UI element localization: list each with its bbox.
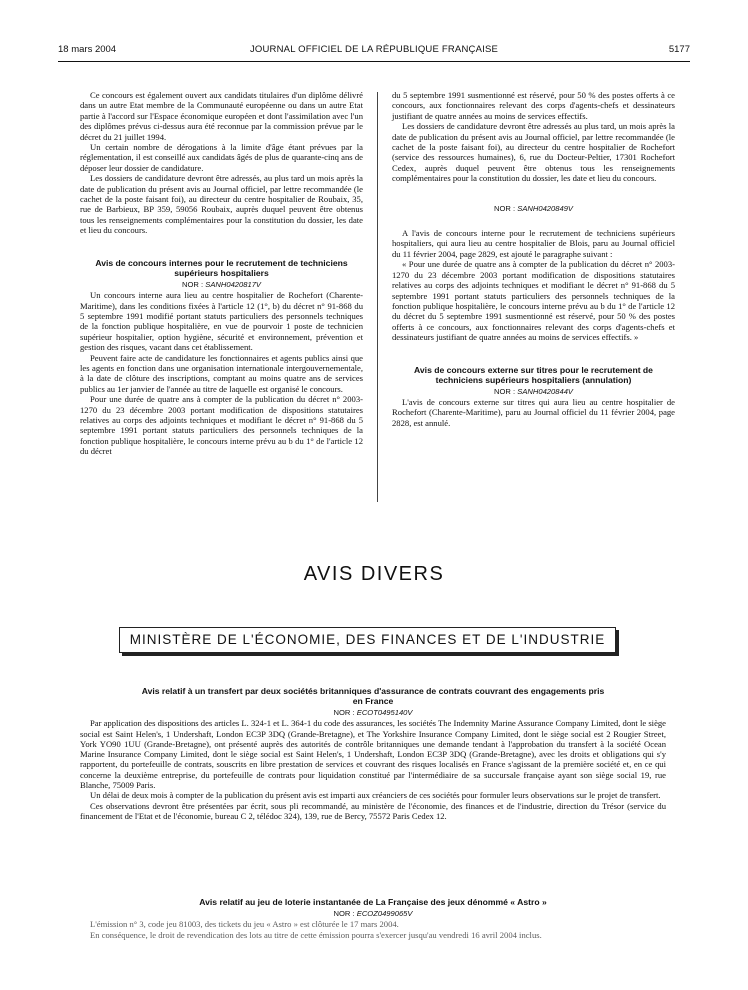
nor-label: NOR : xyxy=(494,203,516,213)
paragraph: Les dossiers de candidature devront être adressés, au plus tard un mois après la date de publication du présent avis au Journal officiel, par lettre recommandée (le cachet de la poste faisant foi), au directeur du centre hospitalier de Roubaix, 35, rue de Barbieux, BP 359, 59056 Roubaix, auprès duquel peuvent être obtenus tous les renseignements complémentaires pour la constitution du dossier, les date et lieu du concours. xyxy=(80,173,363,236)
nor-code: ECOZ0499065V xyxy=(356,909,413,918)
paragraph: L'émission n° 3, code jeu 81003, des tickets du jeu « Astro » est clôturée le 17 mars 2004. xyxy=(90,919,399,930)
article-lottery-notice xyxy=(80,897,666,940)
nor-code: SANH0420817V xyxy=(205,279,261,289)
column-divider xyxy=(377,92,378,502)
nor-reference xyxy=(80,280,363,290)
paragraph: En conséquence, le droit de revendication des lots au titre de cette émission pourra s'exercer jusqu'au vendredi 16 avril 2004 inclus. xyxy=(90,929,542,940)
article-transfer-notice xyxy=(80,686,666,821)
paragraph: Ce concours est également ouvert aux candidats titulaires d'un diplôme délivré dans un autre Etat membre de la Communauté européenne ou dans un autre Etat partie à l'accord sur l'Espace économique européen et dont l'assimilation avec l'un des diplômes prévus ci-dessus aura été reconnue par la commission prévue par le décret du 21 juillet 1994. xyxy=(80,90,363,142)
nor-reference xyxy=(80,708,666,718)
paragraph: Ces observations devront être présentées par écrit, sous pli recommandé, au ministère de l'économie, des finances et de l'industrie, direction du Trésor (service du financement de l'Etat et de l'économie, bureau C 2, télédoc 324), 139, rue de Bercy, 75572 Paris Cedex 12. xyxy=(80,800,666,821)
paragraph: du 5 septembre 1991 susmentionné est réservé, pour 50 % des postes offerts à ce concours, aux fonctionnaires relevant des corps d'agents-chefs et dessinateurs justifiant de quatre années au moins de services effectifs. xyxy=(392,90,675,121)
header-page-number: 5177 xyxy=(668,44,690,55)
nor-label: NOR : xyxy=(333,909,355,918)
paragraph: Un certain nombre de dérogations à la limite d'âge étant prévues par la réglementation, il est conseillé aux candidats âgés de plus de quarante-cinq ans de déposer leur dossier de candidature. xyxy=(80,142,363,173)
nor-label: NOR : xyxy=(494,386,516,396)
nor-label: NOR : xyxy=(182,279,204,289)
paragraph: Par application des dispositions des articles L. 324-1 et L. 364-1 du code des assurances, les sociétés The Indemnity Marine Assurance Company Limited, dont le siège social est Saint Helen's, 1 Undershaft, London EC3P 3DQ (Grande-Bretagne), et The Yorkshire Insurance Company Limited, dont le siège social est 2 Rougier Street, York YO90 1UU (Grande-Bretagne), ont présenté auprès des autorités de contrôle britanniques une demande tendant à l'approbation du transfert à la société Ocean Marine Insurance Company Limited, dont le siège social est Saint Helen's, 1 Undershaft, London EC3P 3DQ (Grande-Bretagne), avec les droits et obligations qui s'y rapportent, du portefeuille de contrats, souscrits en libre prestation de services et couvrant des risques localisés en France s'agissant de la première société et, en ce qui concerne la deuxième entreprise, du portefeuille de contrats pour liquidation constitué par l'intermédiaire de sa succursale française ayant son siège social 19, rue Blanche, 75009 Paris. xyxy=(80,718,666,791)
header-rule xyxy=(58,61,690,62)
header-date: 18 mars 2004 xyxy=(58,44,117,55)
header-journal-title: JOURNAL OFFICIEL DE LA RÉPUBLIQUE FRANÇAISE xyxy=(249,44,499,55)
nor-code: SANH0420849V xyxy=(517,203,573,213)
paragraph: Peuvent faire acte de candidature les fonctionnaires et agents publics ainsi que les agents en fonction dans une organisation internationale intergouvernementale, à la date de clôture des inscriptions, comptant au moins quatre ans de services publics au 1er janvier de l'année au titre de laquelle est organisé le concours. xyxy=(80,352,363,394)
paragraph: A l'avis de concours interne pour le recrutement de techniciens supérieurs hospitaliers, qui aura lieu au centre hospitalier de Blois, paru au Journal officiel du 11 février 2004, page 2829, est ajouté le paragraphe suivant : xyxy=(392,228,675,259)
article-heading: Avis relatif au jeu de loterie instantanée de La Française des jeux dénommé « Astro » xyxy=(199,897,547,907)
paragraph: Les dossiers de candidature devront être adressés au plus tard, un mois après la date de publication du présent avis au Journal officiel, par lettre recommandée (le cachet de la poste faisant foi), au directeur du centre hospitalier de Rochefort (service des ressources humaines), 6, rue du Docteur-Peltier, 17301 Rochefort Cedex, auprès duquel peuvent être obtenus tous les renseignements complémentaires pour la constitution du dossier, les date et lieu du concours. xyxy=(392,121,675,184)
nor-reference xyxy=(392,204,675,214)
nor-reference xyxy=(80,909,666,919)
section-heading: Avis de concours internes pour le recrutement de techniciens supérieurs hospitaliers xyxy=(95,257,348,278)
nor-code: ECOT0495140V xyxy=(356,708,413,717)
ministry-name: MINISTÈRE DE L'ÉCONOMIE, DES FINANCES ET DE L'INDUSTRIE xyxy=(129,632,606,647)
paragraph: Pour une durée de quatre ans à compter de la publication du décret n° 2003-1270 du 23 décembre 2003 portant modification de dispositions statutaires relatives au corps des adjoints techniques et modifiant le décret n° 91-868 du 5 septembre 1991 portant statuts particuliers des personnels techniques de la fonction publique hospitalière, le concours interne prévu au b du 1° de l'article 12 du décret xyxy=(80,394,363,457)
paragraph: Un délai de deux mois à compter de la publication du présent avis est imparti aux créanciers de ces sociétés pour formuler leurs observations sur le projet de transfert. xyxy=(90,790,661,801)
paragraph: « Pour une durée de quatre ans à compter de la publication du décret n° 2003-1270 du 23 décembre 2003 portant modification de dispositions statutaires relatives au corps des adjoints techniques et modifiant le décret n° 91-868 du 5 septembre 1991 portant statuts particuliers des personnels techniques de la fonction publique hospitalière, le concours interne prévu au b du 1° de l'article 12 du décret du 5 septembre 1991 susmentionné est réservé, pour 50 % des postes offerts à ce concours, aux fonctionnaires relevant des corps d'agents-chefs et dessinateurs justifiant de quatre années au moins de services effectifs. » xyxy=(392,259,675,343)
section-heading: Avis de concours externe sur titres pour le recrutement de techniciens supérieurs hospitaliers (annulation) xyxy=(414,364,653,385)
running-head xyxy=(58,44,690,58)
section-title: AVIS DIVERS xyxy=(303,563,445,585)
paragraph: Un concours interne aura lieu au centre hospitalier de Rochefort (Charente-Maritime), dans les conditions fixées à l'article 12 (1°, b) du décret n° 91-868 du 5 septembre 1991 modifié portant statuts particuliers des personnels techniques de la fonction publique hospitalière, en vue de pourvoir 1 poste de technicien supérieur hospitalier, option hygiène, sécurité et environnement, prévention et gestion des risques, vacant dans cet établissement. xyxy=(80,290,363,353)
right-column xyxy=(392,90,675,428)
nor-label: NOR : xyxy=(333,708,355,717)
ministry-banner xyxy=(119,627,616,653)
article-heading: Avis relatif à un transfert par deux sociétés britanniques d'assurance de contrats couvrant des engagements pris en France xyxy=(141,686,605,706)
nor-code: SANH0420844V xyxy=(517,386,573,396)
paragraph: L'avis de concours externe sur titres qui aura lieu au centre hospitalier de Rochefort (Charente-Maritime), paru au Journal officiel du 11 février 2004, page 2828, est annulé. xyxy=(392,396,675,428)
left-column xyxy=(80,90,363,457)
nor-reference xyxy=(392,387,675,397)
